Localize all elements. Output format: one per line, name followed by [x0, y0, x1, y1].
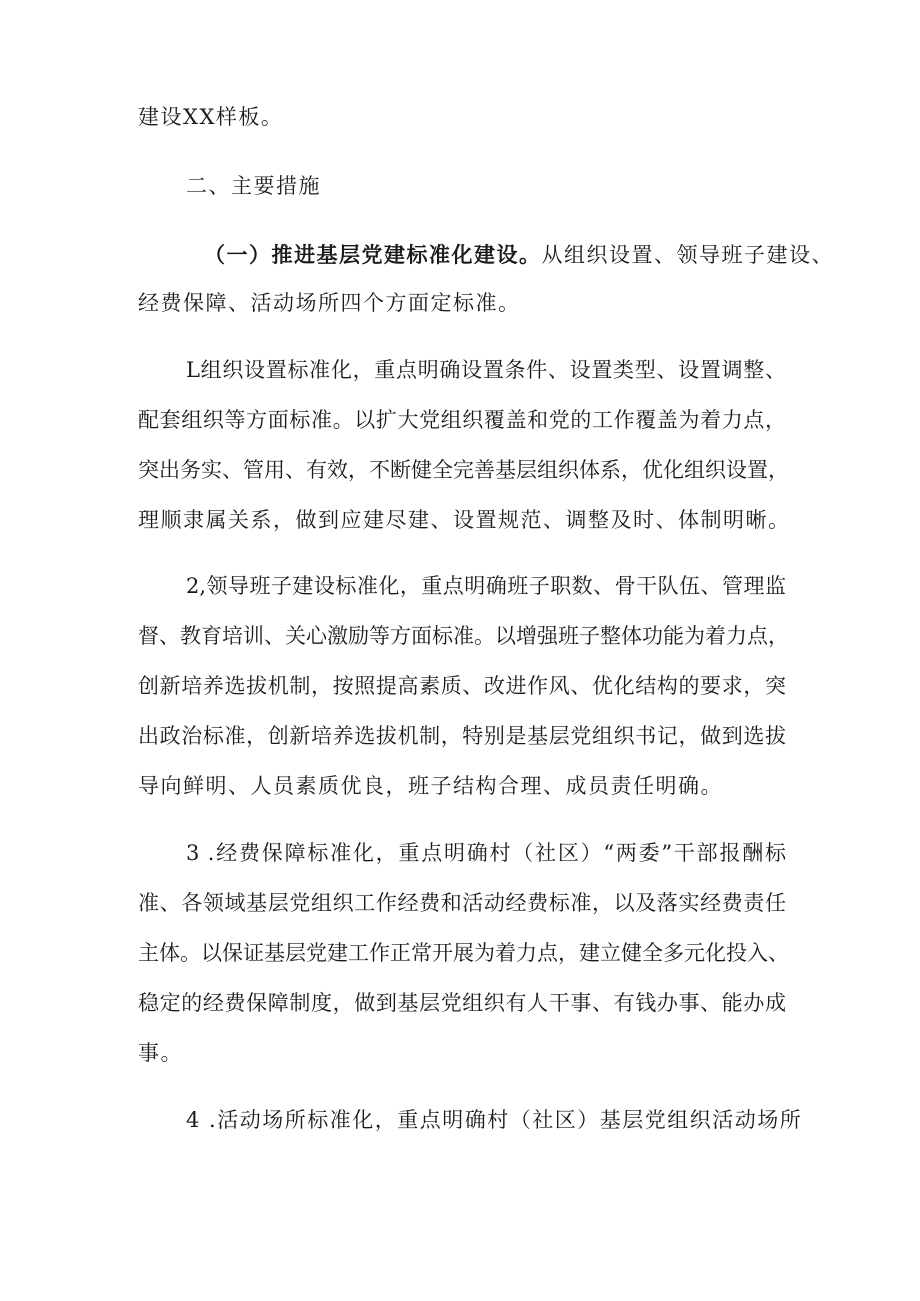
text-line: 4 .活动场所标准化，重点明确村（社区）基层党组织活动场所 [186, 1108, 803, 1132]
section-heading: 二、主要措施 [186, 174, 321, 198]
subsection-title: （一）推进基层党建标准化建设。 [204, 243, 542, 267]
text-line: 稳定的经费保障制度，做到基层党组织有人干事、有钱办事、能办成 [138, 991, 786, 1015]
text-line: 督、教育培训、关心激励等方面标准。以增强班子整体功能为着力点， [138, 624, 789, 648]
text-line: 2,领导班子建设标准化，重点明确班子职数、骨干队伍、管理监 [186, 574, 786, 598]
text-line: 主体。以保证基层党建工作正常开展为着力点，建立健全多元化投入、 [138, 941, 789, 965]
text-line: 经费保障、活动场所四个方面定标准。 [138, 291, 521, 315]
text-line: 配套组织等方面标准。以扩大党组织覆盖和党的工作覆盖为着力点， [138, 408, 786, 432]
text-line: 从组织设置、领导班子建设、 [541, 243, 834, 267]
text-line: 理顺隶属关系，做到应建尽建、设置规范、调整及时、体制明晰。 [138, 508, 791, 532]
text-line: 准、各领域基层党组织工作经费和活动经费标准，以及落实经费责任 [138, 891, 786, 915]
text-line: 创新培养选拔机制，按照提高素质、改进作风、优化结构的要求，突 [138, 674, 786, 698]
text-line: 3 .经费保障标准化，重点明确村（社区）“两委”干部报酬标 [186, 841, 786, 865]
text-line: 导向鲜明、人员素质优良，班子结构合理、成员责任明确。 [138, 774, 723, 798]
text-line: 出政治标准，创新培养选拔机制，特别是基层党组织书记，做到选拔 [138, 724, 786, 748]
text-line: L组织设置标准化，重点明确设置条件、设置类型、设置调整、 [186, 358, 786, 382]
text-line: 建设XX样板。 [138, 105, 284, 129]
subsection-heading [204, 240, 834, 270]
text-line: 突出务实、管用、有效，不断健全完善基层组织体系，优化组织设置， [138, 458, 789, 482]
text-line: 事。 [138, 1041, 183, 1065]
